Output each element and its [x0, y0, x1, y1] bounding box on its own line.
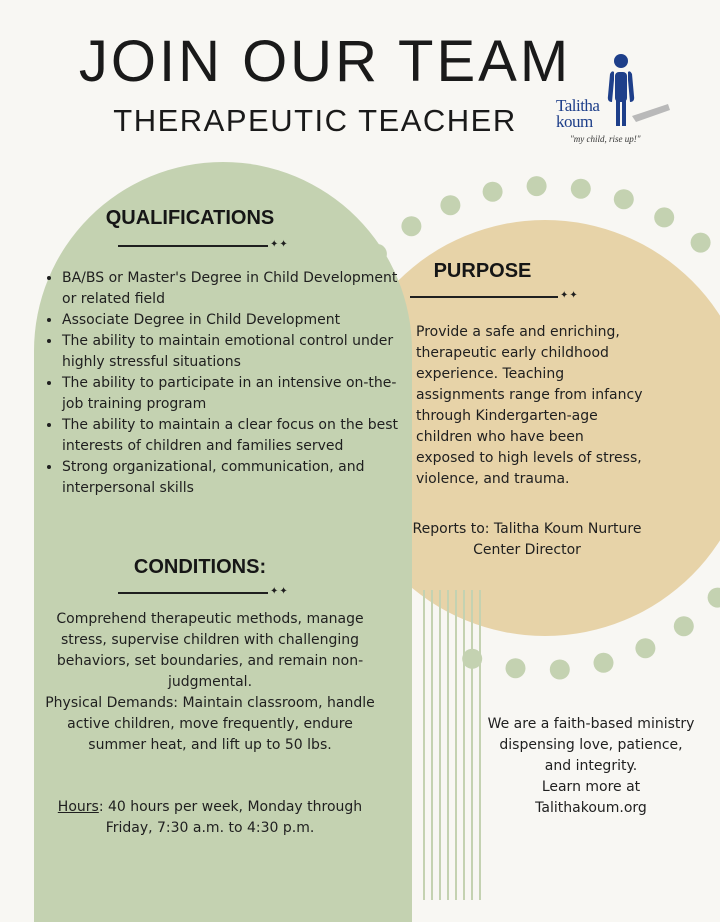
sparkle-icon: ✦✦: [270, 586, 289, 597]
qualifications-heading: QUALIFICATIONS: [105, 207, 275, 229]
list-item: • BA/BS or Master's Degree in Child Development or related field: [62, 268, 402, 310]
about-section: [486, 714, 696, 819]
list-item: • The ability to maintain emotional control under highly stressful situations: [62, 331, 402, 373]
learn-more-label: Learn more at: [541, 779, 641, 795]
decor-dot: [654, 207, 674, 227]
website-link[interactable]: Talithakoum.org: [535, 800, 647, 816]
decor-dot: [440, 195, 460, 215]
decor-dot: [594, 653, 614, 673]
logo-name-line1: Talitha: [556, 96, 600, 115]
physical-demands: Physical Demands: Maintain classroom, handle active children, move frequently, endure summer heat, and lift up to 50 lbs.: [45, 695, 375, 753]
conditions-description: Comprehend therapeutic methods, manage stress, supervise children with challenging behaviors, set boundaries, and remain non-judgmental.: [56, 611, 364, 690]
decor-dot: [571, 179, 591, 199]
page-title: JOIN OUR TEAM: [78, 29, 572, 94]
conditions-heading: CONDITIONS:: [133, 556, 267, 578]
list-item: • Strong organizational, communication, and interpersonal skills: [62, 457, 402, 499]
job-title: THERAPEUTIC TEACHER: [113, 103, 517, 138]
hours-label: Hours: [57, 799, 99, 815]
list-item: • Associate Degree in Child Development: [62, 310, 402, 331]
logo-tagline: "my child, rise up!": [570, 134, 641, 144]
purpose-divider: [410, 296, 558, 298]
list-item: • The ability to maintain a clear focus on the best interests of children and families served: [62, 415, 402, 457]
hours-text: [40, 797, 380, 839]
purpose-text: Provide a safe and enriching, therapeutic early childhood experience. Teaching assignments range from infancy through Kindergarten-age children who have been exposed to high levels of stress, violence, and trauma.: [416, 324, 643, 487]
decor-dot: [674, 616, 694, 636]
about-text: We are a faith-based ministry dispensing love, patience, and integrity.: [487, 716, 695, 774]
sparkle-icon: ✦✦: [560, 290, 579, 301]
logo-name-line2: koum: [556, 112, 593, 131]
conditions-text: [42, 609, 378, 756]
talitha-koum-logo: [556, 52, 676, 152]
decor-dot: [691, 233, 711, 253]
hours-detail: : 40 hours per week, Monday through Friday, 7:30 a.m. to 4:30 p.m.: [98, 799, 363, 836]
decor-dot: [550, 660, 570, 680]
conditions-divider: [118, 592, 268, 594]
decor-dot: [708, 588, 720, 608]
decor-dot: [483, 182, 503, 202]
reports-to: Reports to: Talitha Koum Nurture Center Director: [412, 521, 642, 558]
list-item: • The ability to participate in an intensive on-the-job training program: [62, 373, 402, 415]
decor-dot: [614, 189, 634, 209]
purpose-heading: PURPOSE: [433, 260, 532, 282]
vertical-lines: [424, 590, 480, 900]
decor-dot: [635, 638, 655, 658]
qualifications-divider: [118, 245, 268, 247]
qualifications-list: [40, 268, 402, 499]
decor-dot: [401, 216, 421, 236]
decor-dot: [527, 176, 547, 196]
sparkle-icon: ✦✦: [270, 239, 289, 250]
decor-dot: [506, 658, 526, 678]
